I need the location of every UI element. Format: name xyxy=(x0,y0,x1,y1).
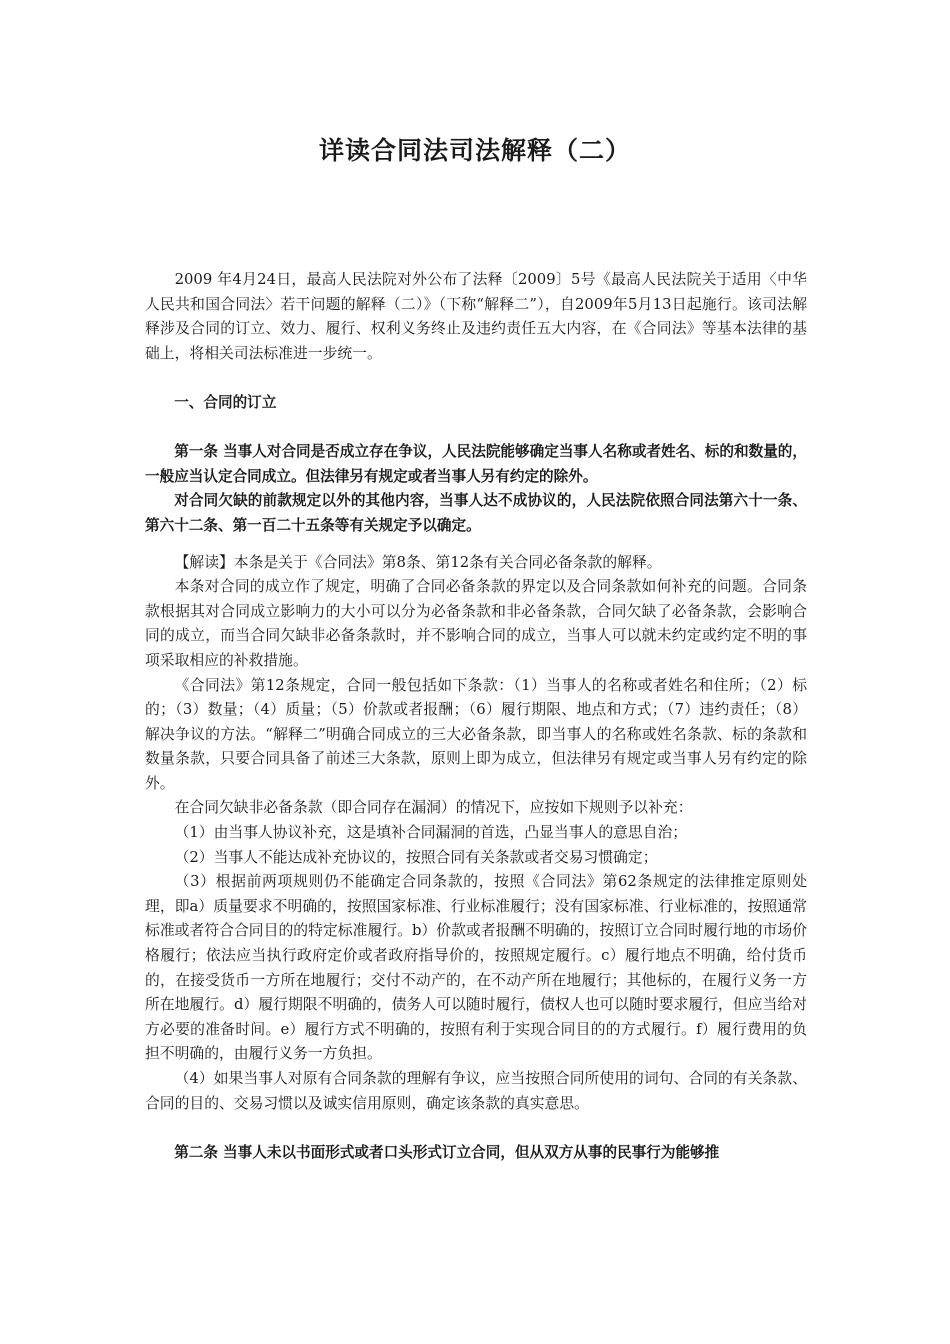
article-2-paragraph: 第二条 当事人未以书面形式或者口头形式订立合同，但从双方从事的民事行为能够推 xyxy=(174,1143,720,1161)
commentary-paragraph: 【解读】本条是关于《合同法》第8条、第12条有关合同必备条款的解释。 xyxy=(174,553,662,571)
commentary-paragraph: 《合同法》第12条规定，合同一般包括如下条款：（1）当事人的名称或者姓名和住所；（2）标的；（3）数量；（4）质量；（5）价款或者报酬；（6）履行期限、地点和方式；（7）违约责任；（8）解决争议的方法。“解释二”明确合同成立的三大必备条款，即当事人的名称或姓名条款、标的条款和数量条款，只要合同具备了前述三大条款，原则上即为成立，但法律另有规定或当事人另有约定的除外。 xyxy=(145,676,807,792)
commentary-paragraph: （2）当事人不能达成补充协议的，按照合同有关条款或者交易习惯确定； xyxy=(174,848,658,866)
commentary-paragraph: 本条对合同的成立作了规定，明确了合同必备条款的界定以及合同条款如何补充的问题。合同条款根据其对合同成立影响力的大小可以分为必备条款和非必备条款，合同欠缺了必备条款，会影响合同的成立，而当合同欠缺非必备条款时，并不影响合同的成立，当事人可以就未约定或约定不明的事项采取相应的补救措施。 xyxy=(145,578,807,669)
document-title: 详读合同法司法解释（二） xyxy=(318,136,631,165)
article-1-paragraph-1: 第一条 当事人对合同是否成立存在争议，人民法院能够确定当事人名称或者姓名、标的和数量的，一般应当认定合同成立。但法律另有规定或者当事人另有约定的除外。 xyxy=(145,443,807,485)
commentary-paragraph: （1）由当事人协议补充，这是填补合同漏洞的首选，凸显当事人的意思自治； xyxy=(174,824,688,842)
section-heading: 一、合同的订立 xyxy=(174,393,277,411)
commentary-paragraph: （3）根据前两项规则仍不能确定合同条款的，按照《合同法》第62条规定的法律推定原则处理，即a）质量要求不明确的，按照国家标准、行业标准履行；没有国家标准、行业标准的，按照通常标准或者符合合同目的的特定标准履行。b）价款或者报酬不明确的，按照订立合同时履行地的市场价格履行；依法应当执行政府定价或者政府指导价的，按照规定履行。c）履行地点不明确，给付货币的，在接受货币一方所在地履行；交付不动产的，在不动产所在地履行；其他标的，在履行义务一方所在地履行。d）履行期限不明确的，债务人可以随时履行，债权人也可以随时要求履行，但应当给对方必要的准备时间。e）履行方式不明确的，按照有利于实现合同目的的方式履行。f）履行费用的负担不明确的，由履行义务一方负担。 xyxy=(145,873,807,1063)
document-body xyxy=(145,268,807,1165)
article-1-paragraph-2: 对合同欠缺的前款规定以外的其他内容，当事人达不成协议的，人民法院依照合同法第六十一条、第六十二条、第一百二十五条等有关规定予以确定。 xyxy=(145,492,807,534)
commentary-paragraph: 在合同欠缺非必备条款（即合同存在漏洞）的情况下，应按如下规则予以补充： xyxy=(174,799,693,817)
commentary-paragraph: （4）如果当事人对原有合同条款的理解有争议，应当按照合同所使用的词句、合同的有关条款、合同的目的、交易习惯以及诚实信用原则，确定该条款的真实意思。 xyxy=(145,1070,807,1112)
intro-paragraph: 2009 年4月24日，最高人民法院对外公布了法释〔2009〕5号《最高人民法院关于适用〈中华人民共和国合同法〉若干问题的解释（二）》（下称“解释二”），自2009年5月13日起施行。该司法解释涉及合同的订立、效力、履行、权利义务终止及违约责任五大内容，在《合同法》等基本法律的基础上，将相关司法标准进一步统一。 xyxy=(145,271,807,362)
